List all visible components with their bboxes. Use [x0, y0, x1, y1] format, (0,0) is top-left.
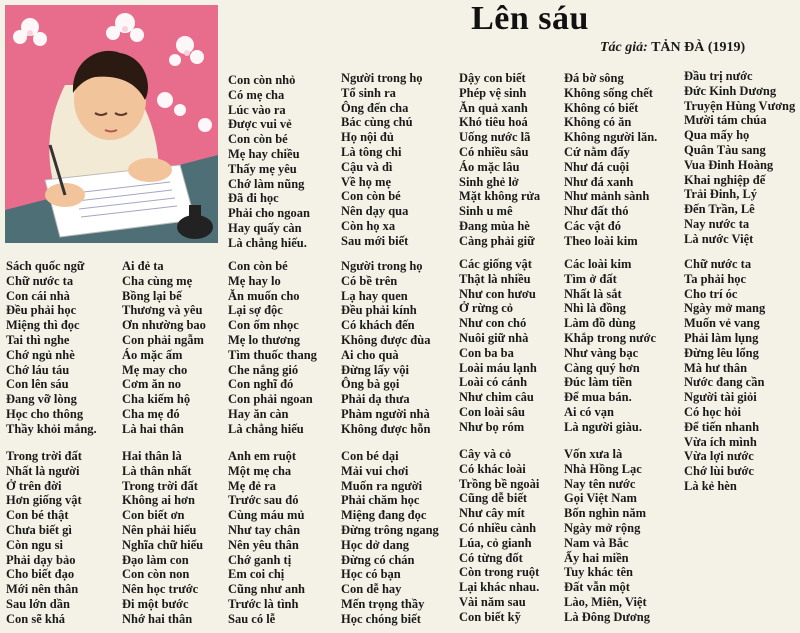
verse-line: Nhất là người [6, 463, 80, 478]
stanza-6 [6, 259, 97, 437]
verse-line: Nuôi giữ nhà [459, 330, 529, 345]
illustration-boy-writing [5, 5, 218, 243]
verse-line: Con nghĩ đó [228, 377, 294, 392]
verse-line: Người tài giỏi [684, 390, 757, 405]
verse-line: Mải vui chơi [341, 463, 409, 478]
verse-line: Bồng lại bế [122, 288, 182, 303]
verse-line: Mẹ hay lo [228, 273, 281, 288]
verse-line: Ăn muốn cho [228, 288, 300, 303]
verse-line: Con biết kỹ [459, 609, 521, 624]
verse-line: Để mua bán. [564, 390, 632, 405]
verse-line: Đều phải kính [341, 303, 417, 318]
stanza-9 [341, 259, 430, 437]
verse-line: Miệng đang đọc [341, 508, 427, 523]
verse-line: Một mẹ cha [228, 463, 292, 478]
verse-line: Chữ nước ta [6, 273, 74, 288]
stanza-5 [684, 69, 795, 247]
verse-line: Đã đi học [228, 191, 279, 206]
verse-line: Phải dạy bảo [6, 552, 76, 567]
verse-line: Con lên sáu [6, 377, 69, 392]
stanza-4 [564, 71, 657, 249]
verse-line: Học dở dang [341, 537, 410, 552]
verse-line: Bác cùng chú [341, 115, 413, 130]
verse-line: Con biết ơn [122, 508, 185, 523]
verse-line: Như tay chân [228, 522, 301, 537]
verse-line: Áo mặc lâu [459, 159, 520, 174]
verse-line: Như con hươu [459, 286, 536, 301]
verse-line: Em coi chị [228, 567, 285, 582]
verse-line: Con bé dại [341, 449, 399, 463]
verse-line: Chớ ngủ nhè [6, 347, 75, 362]
verse-line: Thật là nhiều [459, 271, 531, 286]
verse-line: Lại khác nhau. [459, 580, 540, 595]
stanza-3 [459, 71, 540, 249]
verse-line: Như bọ róm [459, 419, 525, 434]
verse-line: Là kẻ hèn [684, 478, 737, 493]
verse-line: Học chóng biết [341, 611, 421, 626]
verse-line: Nước đang cần [684, 375, 765, 390]
verse-line: Vừa ích mình [684, 434, 757, 449]
stanza-14 [122, 449, 203, 627]
verse-line: Vài năm sau [459, 594, 526, 609]
verse-line: Chớ lùi bước [684, 464, 754, 479]
verse-line: Có mẹ cha [228, 87, 285, 102]
verse-line: Có từng đốt [459, 550, 523, 565]
verse-line: Là hai thân [122, 421, 184, 436]
verse-line: Nhì là đồng [564, 301, 626, 316]
verse-line: Ngày mở rộng [564, 520, 641, 535]
verse-line: Ấy hai miền [564, 550, 629, 565]
verse-line: Con còn non [122, 567, 190, 582]
stanza-8 [228, 259, 317, 437]
verse-line: Học có bạn [341, 567, 401, 582]
verse-line: Đều phải học [6, 303, 77, 318]
author-name: TẢN ĐÀ [651, 40, 705, 55]
verse-line: Theo loài kim [564, 233, 638, 248]
verse-line: Mến trọng thầy [341, 596, 425, 611]
verse-line: Hơn giống vật [6, 493, 82, 508]
verse-line: Mười tám chúa [684, 113, 767, 128]
verse-line: Miệng thì đọc [6, 318, 80, 333]
verse-line: Ông đến cha [341, 100, 409, 115]
verse-line: Mà hư thân [684, 360, 748, 375]
verse-line: Các vật đó [564, 218, 621, 233]
verse-line: Cha cùng mẹ [122, 273, 193, 288]
verse-line: Tìm ở đất [564, 271, 617, 286]
verse-line: Như con chó [459, 316, 527, 331]
verse-line: Mẹ đẻ ra [228, 478, 276, 493]
verse-line: Đầu trị nước [684, 69, 753, 83]
verse-line: Anh em ruột [228, 449, 297, 463]
verse-line: Có nhiều cành [459, 520, 537, 535]
stanza-7 [122, 259, 206, 437]
verse-line: Nên yêu thân [228, 537, 299, 552]
verse-line: Lúc vào ra [228, 102, 286, 117]
verse-line: Học cho thông [6, 406, 84, 421]
stanza-2 [341, 71, 423, 249]
verse-line: Ơn nhường bao [122, 318, 206, 333]
verse-line: Vua Đinh Hoàng [684, 157, 774, 172]
poem-author-line [600, 39, 796, 57]
verse-line: Đang mùa hè [459, 218, 530, 233]
boy-writing-illustration-icon [5, 5, 218, 243]
verse-line: Con còn bé [228, 132, 288, 147]
verse-line: Có bề trên [341, 273, 398, 288]
verse-line: Con ốm nhọc [228, 318, 299, 333]
verse-line: Cậu và dì [341, 159, 393, 174]
verse-line: Làm đồ dùng [564, 316, 636, 331]
verse-line: Nhà Hồng Lạc [564, 461, 642, 476]
verse-line: Phải dạ thưa [341, 392, 410, 407]
verse-line: Đừng có chán [341, 552, 415, 567]
verse-line: Có nhiều sâu [459, 144, 529, 159]
verse-line: Tuy khác tên [564, 565, 634, 580]
verse-line: Không người lăn. [564, 130, 658, 145]
verse-line: Nên học trước [122, 582, 199, 597]
verse-line: Qua mấy họ [684, 128, 750, 143]
verse-line: Đừng trông ngang [341, 522, 439, 537]
stanza-12 [684, 257, 765, 494]
verse-line: Loài có cánh [459, 375, 528, 390]
verse-line: Cũng dễ biết [459, 491, 528, 506]
verse-line: Đúc làm tiền [564, 375, 633, 390]
verse-line: Nay tên nước [564, 476, 636, 491]
verse-line: Sách quốc ngữ [6, 259, 85, 273]
verse-line: Vừa lợi nước [684, 449, 754, 464]
verse-line: Là tông chi [341, 144, 402, 159]
verse-line: Nên dạy qua [341, 204, 409, 219]
verse-line: Lúa, cỏ gianh [459, 535, 532, 550]
verse-line: Không được đùa [341, 332, 431, 347]
verse-line: Chớ láu táu [6, 362, 70, 377]
verse-line: Nhất là sắt [564, 286, 622, 301]
verse-line: Lạ hay quen [341, 288, 408, 303]
verse-line: Con ba ba [459, 345, 514, 360]
verse-line: Nghĩa chữ hiếu [122, 537, 204, 552]
verse-line: Trong trời đất [6, 449, 82, 463]
verse-line: Phải làm lụng [684, 330, 759, 345]
verse-line: Được vui vẻ [228, 117, 292, 132]
verse-line: Hai thân là [122, 449, 182, 463]
verse-line: Cho biết đạo [6, 567, 75, 582]
verse-line: Sau có lễ [228, 611, 276, 626]
verse-line: Quân Tàu sang [684, 142, 766, 157]
verse-line: Ai cho quà [341, 347, 399, 362]
verse-line: Chớ ganh tị [228, 552, 292, 567]
verse-line: Nam và Bắc [564, 535, 629, 550]
author-label: Tác giả: [600, 40, 648, 55]
verse-line: Là Đông Dương [564, 609, 650, 624]
verse-line: Khai nghiệp đế [684, 172, 766, 187]
verse-line: Đá bờ sông [564, 71, 624, 85]
verse-line: Ở trên đời [6, 478, 62, 493]
verse-line: Tổ sinh ra [341, 85, 396, 100]
verse-line: Còn họ xa [341, 218, 396, 233]
verse-line: Không có biết [564, 100, 639, 115]
verse-line: Bốn nghìn năm [564, 506, 646, 521]
verse-line: Dậy con biết [459, 71, 526, 85]
verse-line: Không sống chết [564, 85, 653, 100]
verse-line: Phàm người nhà [341, 406, 430, 421]
verse-line: Như đá cuội [564, 159, 630, 174]
verse-line: Chữ nước ta [684, 257, 752, 271]
verse-line: Uống nước lã [459, 130, 531, 145]
verse-line: Nên phải hiếu [122, 522, 197, 537]
verse-line: Cơm ăn no [122, 377, 182, 392]
verse-line: Áo mặc ấm [122, 347, 183, 362]
verse-line: Mẹ hay chiều [228, 146, 300, 161]
stanza-15 [228, 449, 305, 627]
verse-line: Mẹ lo thương [228, 332, 301, 347]
verse-line: Đừng lêu lổng [684, 345, 759, 360]
verse-line: Trong trời đất [122, 478, 198, 493]
verse-line: Mới nên thân [6, 582, 79, 597]
verse-line: Các loài kim [564, 257, 632, 271]
stanza-10 [459, 257, 537, 435]
verse-line: Khắp trong nước [564, 330, 656, 345]
verse-line: Che nắng gió [228, 362, 299, 377]
verse-line: Con còn bé [228, 259, 288, 273]
verse-line: Cho trí óc [684, 286, 738, 301]
poem-title: Lên sáu [471, 0, 589, 37]
verse-line: Thấy mẹ yêu [228, 161, 297, 176]
verse-line: Là chẳng hiếu. [228, 235, 307, 250]
verse-line: Còn ngu si [6, 537, 63, 552]
verse-line: Đức Kinh Dương [684, 83, 777, 98]
verse-line: Để tiến nhanh [684, 419, 760, 434]
verse-line: Con phải ngoan [228, 392, 313, 407]
verse-line: Phải chăm học [341, 493, 420, 508]
verse-line: Mẹ may cho [122, 362, 188, 377]
verse-line: Truyện Hùng Vương [684, 98, 796, 113]
verse-line: Người trong họ [341, 71, 423, 85]
verse-line: Nay nước ta [684, 216, 750, 231]
verse-line: Ăn quả xanh [459, 100, 528, 115]
verse-line: Không ai hơn [122, 493, 195, 508]
verse-line: Ở rừng cỏ [459, 301, 514, 316]
verse-line: Cha kiếm hộ [122, 392, 191, 407]
verse-line: Đạo làm con [122, 552, 189, 567]
verse-line: Có học hỏi [684, 404, 741, 419]
stanza-18 [564, 447, 650, 625]
verse-line: Đừng lấy vội [341, 362, 409, 377]
verse-line: Là chẳng hiếu [228, 421, 304, 436]
verse-line: Có khác loài [459, 461, 526, 476]
verse-line: Hay quấy càn [228, 220, 302, 235]
verse-line: Sau mới biết [341, 233, 409, 248]
verse-line: Như vàng bạc [564, 345, 639, 360]
verse-line: Trước sau đó [228, 493, 299, 508]
verse-line: Càng phải giữ [459, 233, 535, 248]
verse-line: Ông bà gọi [341, 377, 400, 392]
verse-line: Lào, Miên, Việt [564, 594, 647, 609]
verse-line: Ta phải học [684, 271, 747, 286]
verse-line: Như mảnh sành [564, 189, 650, 204]
verse-line: Ai có vạn [564, 404, 614, 419]
verse-line: Như đất thó [564, 204, 629, 219]
verse-line: Người trong họ [341, 259, 423, 273]
verse-line: Càng quý hơn [564, 360, 640, 375]
verse-line: Con loài sâu [459, 404, 525, 419]
stanza-11 [564, 257, 656, 435]
verse-line: Cứ nằm đấy [564, 144, 630, 159]
verse-line: Là người giàu. [564, 419, 642, 434]
verse-line: Muốn vẻ vang [684, 316, 760, 331]
verse-line: Chớ làm nũng [228, 176, 305, 191]
verse-line: Có khách đến [341, 318, 415, 333]
verse-line: Lại sợ độc [228, 303, 283, 318]
verse-line: Con sẽ khá [6, 611, 66, 626]
verse-line: Phép vệ sinh [459, 85, 527, 100]
verse-line: Cùng máu mủ [228, 508, 305, 523]
verse-line: Thương và yêu [122, 303, 203, 318]
stanza-1 [228, 73, 310, 251]
verse-line: Như cây mít [459, 506, 525, 521]
verse-line: Con cái nhà [6, 288, 70, 303]
verse-line: Đất vẫn một [564, 580, 630, 595]
verse-line: Trồng bề ngoài [459, 476, 540, 491]
verse-line: Cũng như anh [228, 582, 305, 597]
verse-line: Thầy khỏi mắng. [6, 421, 97, 436]
verse-line: Nhớ hai thân [122, 611, 193, 626]
verse-line: Còn trong ruột [459, 565, 540, 580]
verse-line: Trước là tình [228, 596, 299, 611]
verse-line: Tìm thuốc thang [228, 347, 317, 362]
verse-line: Sau lớn dần [6, 596, 70, 611]
verse-line: Không có ăn [564, 115, 632, 130]
verse-line: Đến Trần, Lê [684, 202, 755, 217]
verse-line: Ngày mở mang [684, 301, 766, 316]
stanza-17 [459, 447, 539, 625]
verse-line: Như đá xanh [564, 174, 634, 189]
stanza-13 [6, 449, 82, 627]
author-year: (1919) [707, 40, 746, 55]
verse-line: Là thân nhất [122, 463, 192, 478]
verse-line: Con dễ hay [341, 582, 402, 597]
verse-line: Như chim câu [459, 390, 534, 405]
verse-line: Không được hỗn [341, 421, 431, 436]
verse-line: Sinh u mê [459, 204, 513, 219]
verse-line: Mặt không rửa [459, 189, 541, 204]
verse-line: Các giống vật [459, 257, 532, 271]
verse-line: Con bé thật [6, 508, 69, 523]
verse-line: Cha mẹ đó [122, 406, 180, 421]
verse-line: Con còn nhỏ [228, 73, 296, 87]
verse-line: Họ nội đủ [341, 130, 394, 145]
verse-line: Khó tiêu hoá [459, 115, 528, 130]
stanza-16 [341, 449, 439, 627]
verse-line: Đi một bước [122, 596, 189, 611]
verse-line: Hay ăn càn [228, 406, 289, 421]
verse-line: Gọi Việt Nam [564, 491, 637, 506]
verse-line: Cây và cỏ [459, 447, 512, 461]
verse-line: Đang vỡ lòng [6, 392, 77, 407]
verse-line: Về họ mẹ [341, 174, 391, 189]
verse-line: Sinh ghẻ lở [459, 174, 519, 189]
verse-line: Vốn xưa là [564, 447, 623, 461]
verse-line: Tai thì nghe [6, 332, 70, 347]
verse-line: Con còn bé [341, 189, 401, 204]
verse-line: Ai đẻ ta [122, 259, 164, 273]
verse-line: Là nước Việt [684, 231, 754, 246]
verse-line: Con phải ngẫm [122, 332, 204, 347]
verse-line: Trải Đinh, Lý [684, 187, 758, 202]
verse-line: Chưa biết gì [6, 522, 72, 537]
verse-line: Loài máu lạnh [459, 360, 537, 375]
verse-line: Phải cho ngoan [228, 206, 310, 221]
verse-line: Muốn ra người [341, 478, 423, 493]
